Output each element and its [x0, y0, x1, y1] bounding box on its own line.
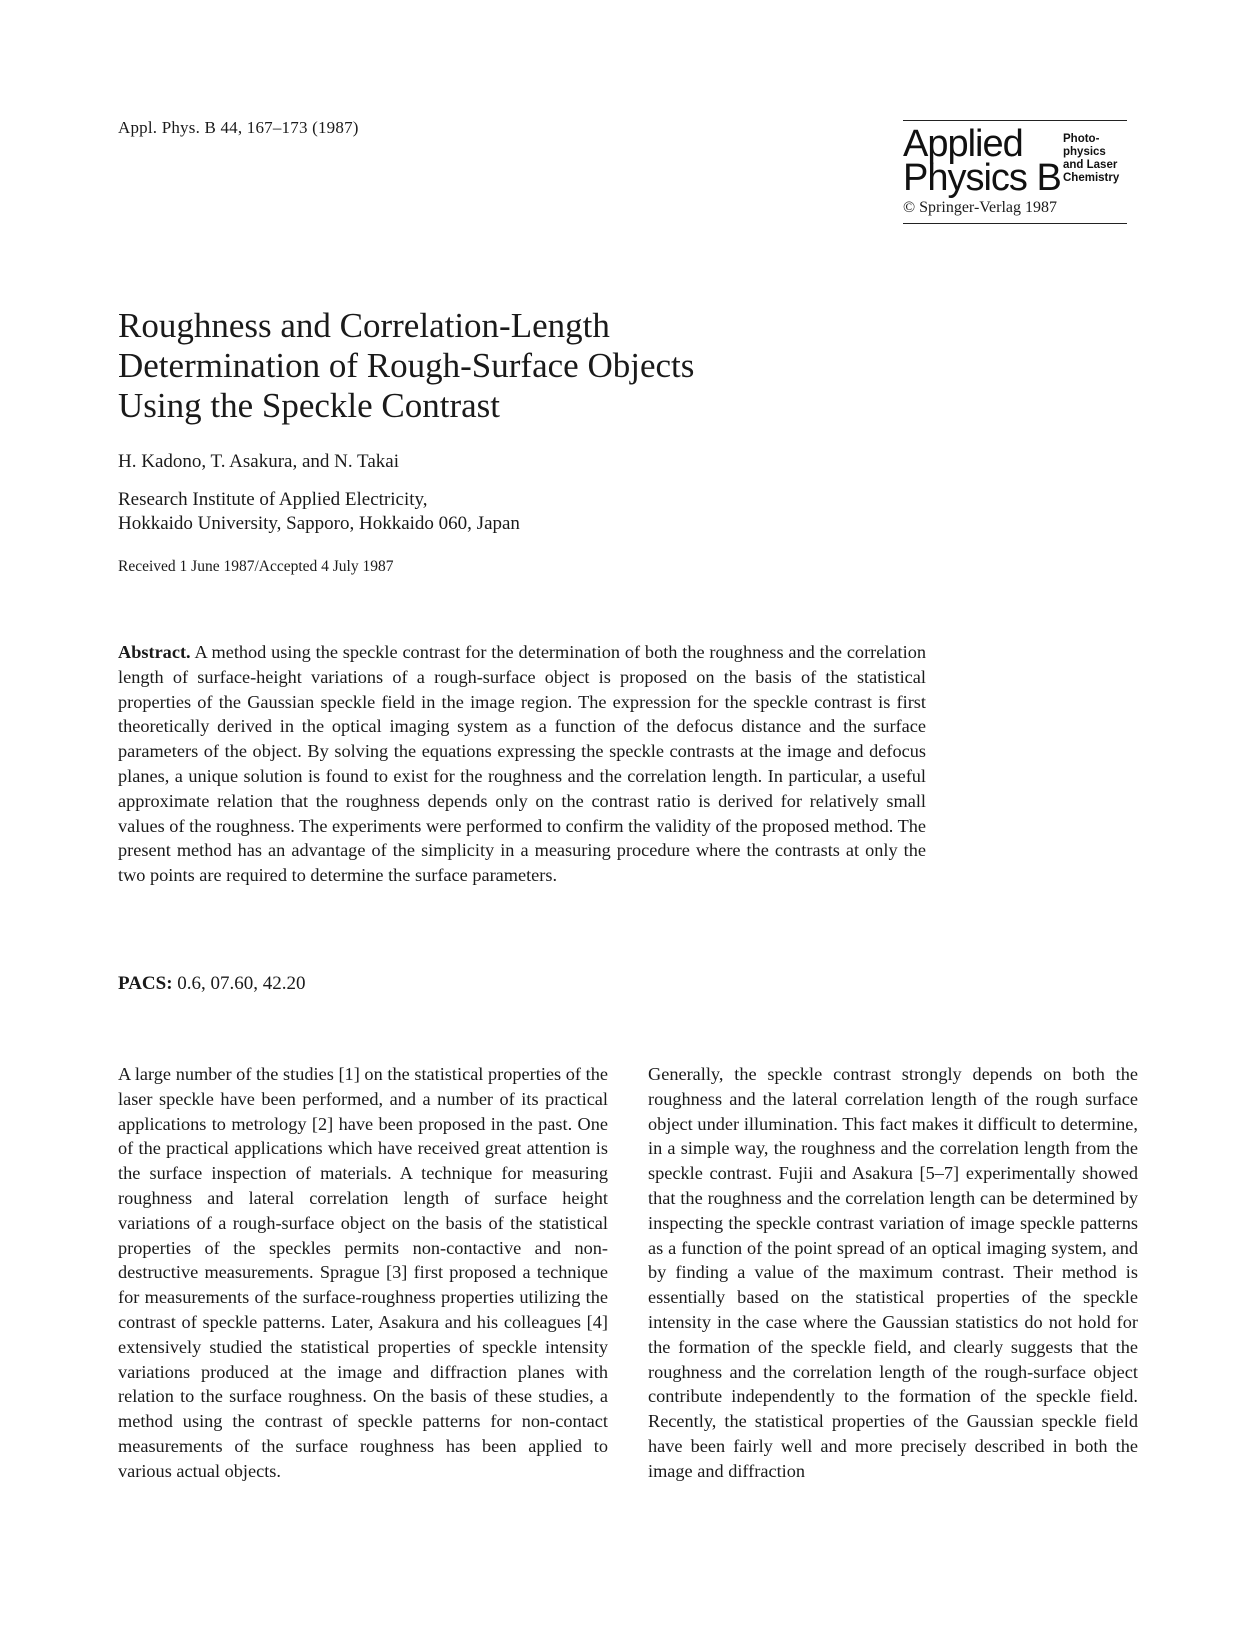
journal-logo [903, 121, 1127, 199]
journal-subtitle-line: Chemistry [1063, 172, 1120, 184]
copyright-notice: © Springer-Verlag 1987 [903, 199, 1058, 216]
affiliation-line: Hokkaido University, Sapporo, Hokkaido 060, Japan [118, 513, 520, 534]
pacs-codes [118, 973, 306, 995]
title-line: Roughness and Correlation-Length [118, 306, 610, 345]
journal-citation: Appl. Phys. B 44, 167–173 (1987) [118, 118, 359, 137]
abstract [118, 640, 926, 888]
body-column-left: A large number of the studies [1] on the statistical properties of the laser speckle have been performed, and a number of its practical applications to metrology [2] have been proposed in the past. One of the practical applications which have received great attention is the surface inspection of materials. A technique for measuring roughness and lateral correlation length of surface height variations of a rough-surface object on the basis of the statistical properties of the speckles permits non-contactive and non-destructive measurements. Sprague [3] first proposed a technique for measurements of the surface-roughness properties utilizing the contrast of speckle patterns. Later, Asakura and his colleagues [4] extensively studied the statistical properties of speckle intensity variations produced at the image and diffraction planes with relation to the surface roughness. On the basis of these studies, a method using the contrast of speckle patterns for non-contact measurements of the surface roughness has been applied to various actual objects. [118, 1064, 608, 1481]
received-dates: Received 1 June 1987/Accepted 4 July 1987 [118, 558, 394, 575]
journal-subtitle-line: Photo- [1063, 133, 1100, 145]
title-line: Using the Speckle Contrast [118, 386, 501, 425]
pacs-label: PACS: [118, 973, 173, 994]
author-affiliation [118, 488, 520, 536]
author-list: H. Kadono, T. Asakura, and N. Takai [118, 451, 399, 472]
journal-name-line2: Physics B [903, 157, 1061, 199]
affiliation-line: Research Institute of Applied Electricity, [118, 489, 428, 510]
journal-masthead [903, 120, 1127, 224]
abstract-label: Abstract. [118, 642, 191, 662]
abstract-text: A method using the speckle contrast for the determination of both the roughness and the correlation length of surface-height variations of a rough-surface object is proposed on the basis of the statistical properties of the Gaussian speckle field in the image region. The expression for the speckle contrast is first theoretically derived in the optical imaging system as a function of the defocus distance and the surface parameters of the object. By solving the equations expressing the speckle contrasts at the image and defocus planes, a unique solution is found to exist for the roughness and the correlation length. In particular, a useful approximate relation that the roughness depends only on the contrast ratio is derived for relatively small values of the roughness. The experiments were performed to confirm the validity of the proposed method. The present method has an advantage of the simplicity in a measuring procedure where the contrasts at only the two points are required to determine the surface parameters. [118, 642, 926, 886]
title-line: Determination of Rough-Surface Objects [118, 346, 695, 385]
masthead-bottom-rule [903, 223, 1127, 224]
journal-name-line1: Applied [903, 123, 1023, 165]
paper-title [118, 306, 878, 426]
journal-subtitle-line: physics [1063, 146, 1106, 158]
pacs-value: 0.6, 07.60, 42.20 [177, 973, 306, 994]
body-column-right: Generally, the speckle contrast strongly depends on both the roughness and the lateral correlation length of the rough surface object under illumination. This fact makes it difficult to determine, in a simple way, the roughness and the correlation length from the speckle contrast. Fujii and Asakura [5–7] experimentally showed that the roughness and the correlation length can be determined by inspecting the speckle contrast variation of image speckle patterns as a function of the point spread of an optical imaging system, and by finding a value of the maximum contrast. Their method is essentially based on the statistical properties of the speckle intensity in the case where the Gaussian statistics do not hold for the formation of the speckle field, and clearly suggests that the roughness and the correlation length of the rough-surface object contribute independently to the formation of the speckle field. Recently, the statistical properties of the Gaussian speckle field have been fairly well and more precisely described in both the image and diffraction [648, 1064, 1138, 1481]
journal-subtitle [1063, 133, 1119, 185]
journal-subtitle-line: and Laser [1063, 159, 1118, 171]
